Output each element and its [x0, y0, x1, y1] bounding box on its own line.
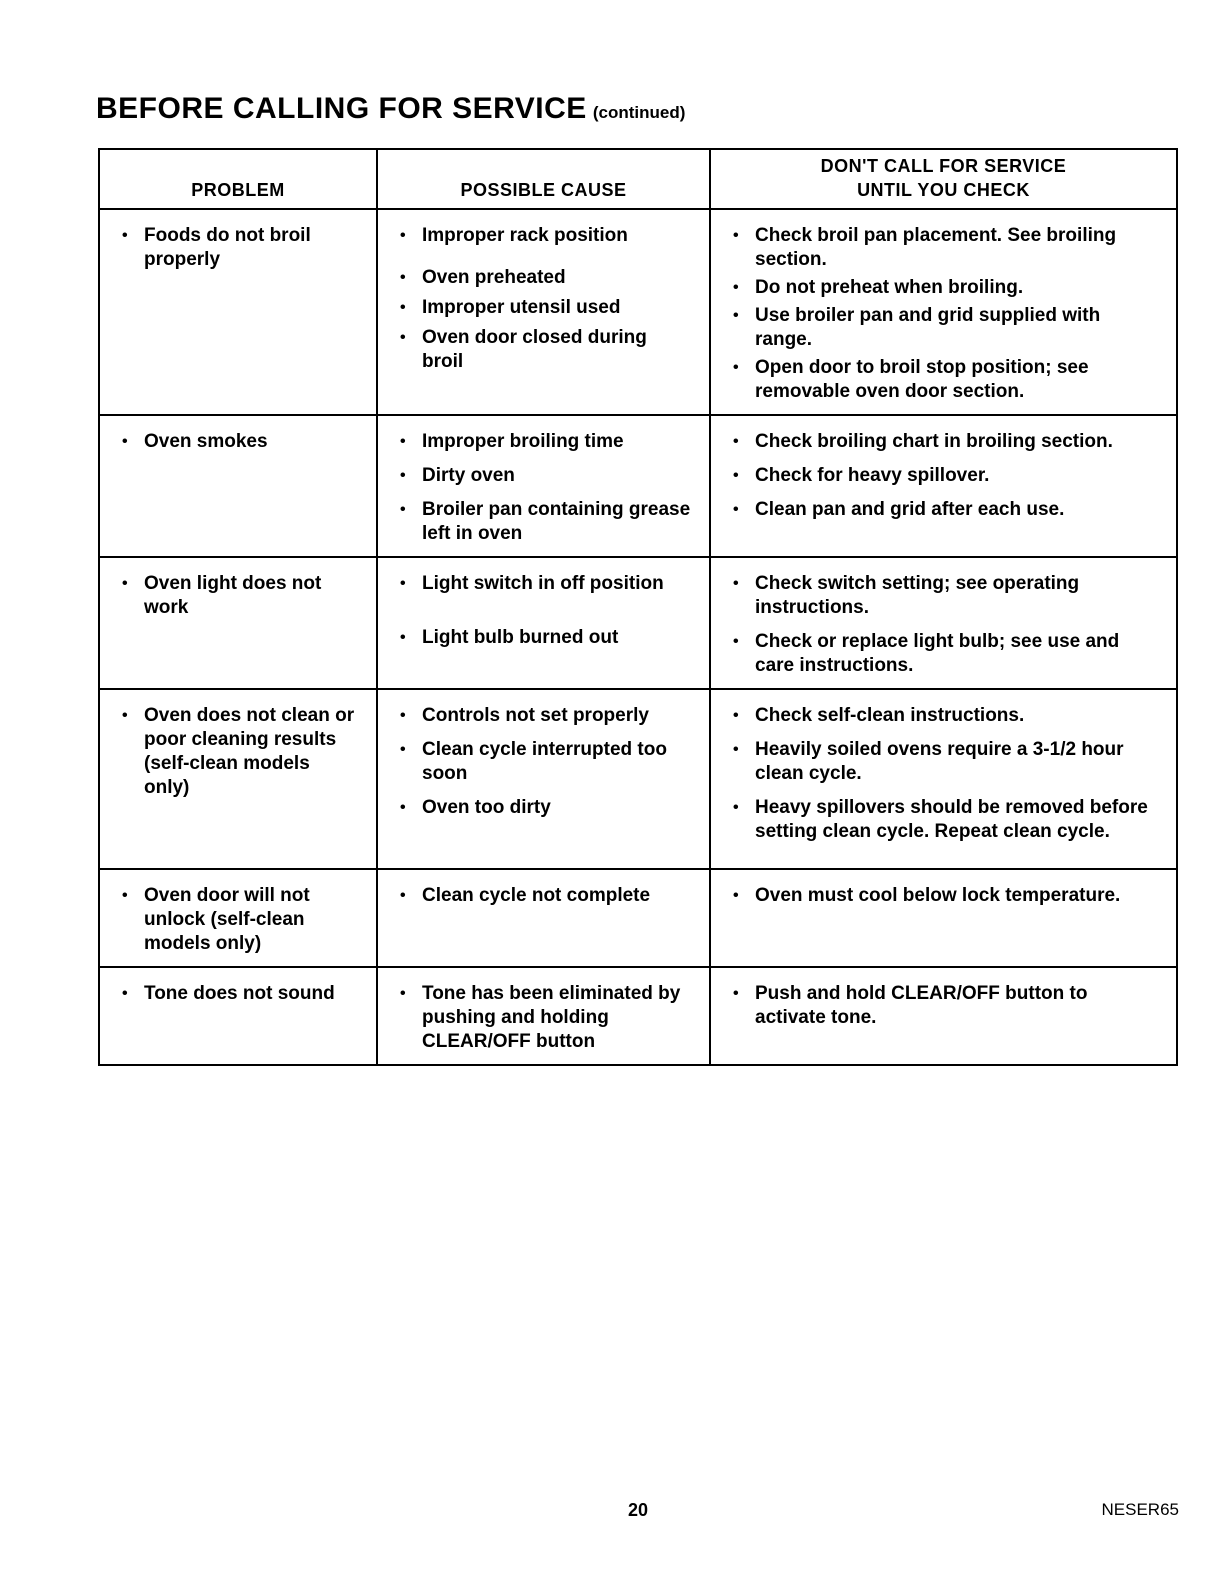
- problem-text: • Oven light does not work: [118, 572, 358, 620]
- problem-text: • Tone does not sound: [118, 982, 358, 1006]
- cause-item: • Clean cycle interrupted too soon: [396, 738, 691, 786]
- document-code: NESER65: [1101, 1500, 1179, 1519]
- problem-cell: [99, 869, 377, 967]
- check-cell: [710, 967, 1177, 1065]
- problem-cell: [99, 415, 377, 557]
- cause-item: • Improper rack position: [396, 224, 691, 248]
- problem-cell: [99, 967, 377, 1065]
- check-item: • Check switch setting; see operating instructions.: [729, 572, 1158, 620]
- check-item: • Check self-clean instructions.: [729, 704, 1158, 728]
- check-item: • Check broil pan placement. See broiling section.: [729, 224, 1158, 272]
- table-body: [99, 209, 1177, 1065]
- table-row: [99, 869, 1177, 967]
- cause-item: • Tone has been eliminated by pushing and holding CLEAR/OFF button: [396, 982, 691, 1054]
- check-cell: [710, 689, 1177, 869]
- page-title: [96, 92, 685, 126]
- cause-cell: [377, 689, 710, 869]
- table-row: [99, 967, 1177, 1065]
- check-item: • Clean pan and grid after each use.: [729, 498, 1158, 522]
- title-text: BEFORE CALLING FOR SERVICE: [96, 92, 587, 125]
- header-problem: PROBLEM: [99, 149, 377, 209]
- check-cell: [710, 869, 1177, 967]
- problem-text: • Oven door will not unlock (self-clean models only): [118, 884, 358, 956]
- check-cell: [710, 415, 1177, 557]
- check-item: • Use broiler pan and grid supplied with range.: [729, 304, 1158, 352]
- check-cell: [710, 557, 1177, 689]
- cause-item: • Light switch in off position: [396, 572, 691, 596]
- cause-cell: [377, 209, 710, 415]
- cause-item: • Oven too dirty: [396, 796, 691, 820]
- table-row: [99, 209, 1177, 415]
- cause-cell: [377, 869, 710, 967]
- cause-cell: [377, 415, 710, 557]
- header-possible-cause: POSSIBLE CAUSE: [377, 149, 710, 209]
- table-row: [99, 557, 1177, 689]
- check-item: • Oven must cool below lock temperature.: [729, 884, 1158, 908]
- cause-cell: [377, 557, 710, 689]
- cause-item: • Broiler pan containing grease left in oven: [396, 498, 691, 546]
- check-item: • Open door to broil stop position; see removable oven door section.: [729, 356, 1158, 404]
- problem-text: • Foods do not broil properly: [118, 224, 358, 272]
- table-row: [99, 415, 1177, 557]
- check-item: • Heavy spillovers should be removed before setting clean cycle. Repeat clean cycle.: [729, 796, 1158, 844]
- check-item: • Heavily soiled ovens require a 3-1/2 hour clean cycle.: [729, 738, 1158, 786]
- header-check: [710, 149, 1177, 209]
- check-cell: [710, 209, 1177, 415]
- cause-item: • Clean cycle not complete: [396, 884, 691, 908]
- problem-cell: [99, 209, 377, 415]
- cause-item: • Improper utensil used: [396, 296, 691, 320]
- header-check-line1: DON'T CALL FOR SERVICE: [820, 156, 1067, 176]
- troubleshooting-table: [98, 148, 1178, 1066]
- check-item: • Push and hold CLEAR/OFF button to activate tone.: [729, 982, 1158, 1030]
- cause-item: • Oven door closed during broil: [396, 326, 691, 374]
- page-number: 20: [628, 1500, 649, 1520]
- check-item: • Check or replace light bulb; see use and care instructions.: [729, 630, 1158, 678]
- problem-cell: [99, 689, 377, 869]
- check-item: • Check for heavy spillover.: [729, 464, 1158, 488]
- header-check-line2: UNTIL YOU CHECK: [857, 180, 1030, 200]
- cause-cell: [377, 967, 710, 1065]
- cause-item: • Light bulb burned out: [396, 626, 691, 650]
- table-header-row: [99, 149, 1177, 209]
- cause-item: • Controls not set properly: [396, 704, 691, 728]
- problem-cell: [99, 557, 377, 689]
- troubleshooting-table-wrapper: [98, 148, 1178, 1066]
- table-row: [99, 689, 1177, 869]
- check-item: • Do not preheat when broiling.: [729, 276, 1158, 300]
- cause-item: • Oven preheated: [396, 266, 691, 290]
- check-item: • Check broiling chart in broiling section.: [729, 430, 1158, 454]
- title-suffix: (continued): [592, 103, 686, 122]
- cause-item: • Improper broiling time: [396, 430, 691, 454]
- problem-text: • Oven smokes: [118, 430, 358, 454]
- problem-text: • Oven does not clean or poor cleaning results (self-clean models only): [118, 704, 358, 800]
- cause-item: • Dirty oven: [396, 464, 691, 488]
